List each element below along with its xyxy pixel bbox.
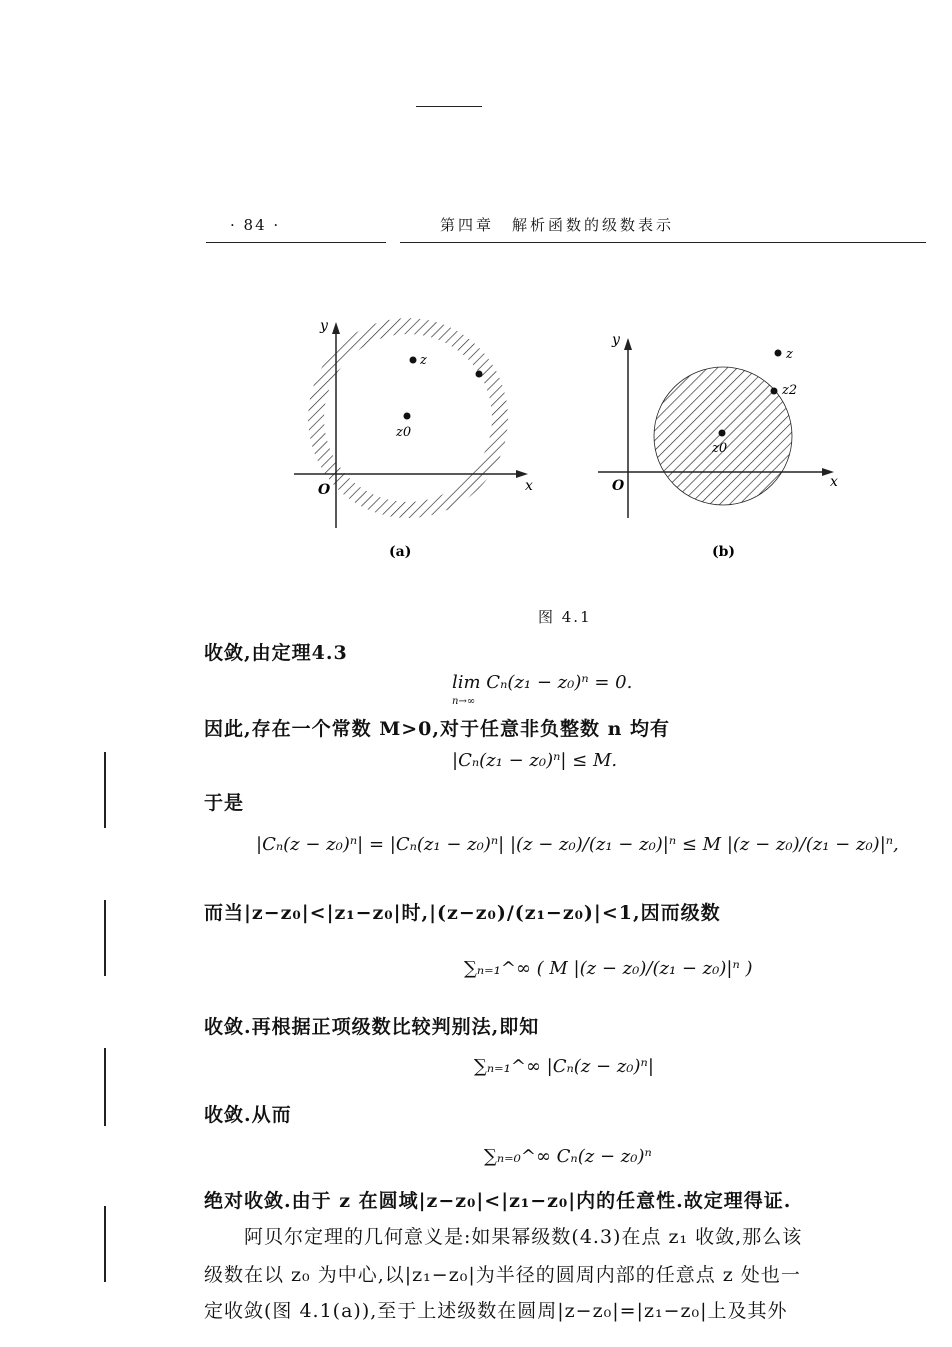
panel-a <box>294 318 533 560</box>
origin-label-a: O <box>318 482 331 498</box>
origin-label-b: O <box>612 478 625 494</box>
x-label-a: x <box>525 478 533 494</box>
panel-b <box>598 332 838 560</box>
equation-5: ∑ₙ₌₁^∞ |Cₙ(z − z₀)ⁿ| <box>474 1056 654 1077</box>
point-z-dot <box>410 357 417 364</box>
panel-a-label: (a) <box>389 544 412 560</box>
y-axis-b-arrow <box>624 338 632 350</box>
z2-label-b: z2 <box>782 383 798 398</box>
z-label-a: z <box>420 353 427 368</box>
equation-6: ∑ₙ₌₀^∞ Cₙ(z − z₀)ⁿ <box>484 1146 652 1167</box>
point-z2-dot <box>771 388 778 395</box>
paragraph-line-1: 阿贝尔定理的几何意义是:如果幂级数(4.3)在点 z₁ 收敛,那么该 <box>244 1226 803 1248</box>
point-z-dot-b <box>775 350 782 357</box>
point-z0-dot-b <box>719 430 726 437</box>
panel-b-label: (b) <box>712 544 736 560</box>
text-line-4: 而当|z−z₀|<|z₁−z₀|时,|(z−z₀)/(z₁−z₀)|<1,因而级数 <box>204 902 721 924</box>
y-label-a: y <box>320 318 328 334</box>
top-rule <box>416 106 482 107</box>
point-z0-dot <box>404 413 411 420</box>
equation-4: ∑ₙ₌₁^∞ ( M |(z − z₀)/(z₁ − z₀)|ⁿ ) <box>464 958 753 979</box>
header-rule-right <box>400 242 926 243</box>
header-rule-left <box>206 242 386 243</box>
text-line-1: 收敛,由定理4.3 <box>204 642 348 664</box>
text-line-6: 收敛.从而 <box>204 1104 292 1126</box>
x-axis-a-arrow <box>516 470 528 478</box>
page-number: · 84 · <box>230 216 281 234</box>
text-line-2: 因此,存在一个常数 M>0,对于任意非负整数 n 均有 <box>204 718 671 740</box>
equation-1: lim Cₙ(z₁ − z₀)ⁿ = 0. <box>452 672 633 693</box>
paragraph-line-2: 级数在以 z₀ 为中心,以|z₁−z₀|为半径的圆周内部的任意点 z 处也一 <box>204 1264 801 1286</box>
equation-2: |Cₙ(z₁ − z₀)ⁿ| ≤ M. <box>452 750 618 771</box>
z0-label-a: z0 <box>396 425 412 440</box>
y-axis-a-arrow <box>332 322 340 334</box>
chapter-title: 第四章 解析函数的级数表示 <box>440 216 675 234</box>
text-line-3: 于是 <box>204 792 245 814</box>
margin-bar-4 <box>104 1206 106 1282</box>
figure-caption: 图 4.1 <box>538 608 592 626</box>
margin-bar-3 <box>104 1048 106 1126</box>
figure-4-1 <box>280 300 860 580</box>
y-label-b: y <box>612 332 620 348</box>
margin-bar-1 <box>104 752 106 828</box>
equation-3: |Cₙ(z − z₀)ⁿ| = |Cₙ(z₁ − z₀)ⁿ| |(z − z₀)/(z₁ − z₀)|ⁿ ≤ M |(z − z₀)/(z₁ − z₀)|ⁿ, <box>256 834 899 855</box>
paragraph-line-3: 定收敛(图 4.1(a)),至于上述级数在圆周|z−z₀|=|z₁−z₀|上及其外 <box>204 1300 788 1322</box>
point-z1-dot <box>476 371 483 378</box>
z0-label-b: z0 <box>712 441 728 456</box>
x-label-b: x <box>830 474 838 490</box>
margin-bar-2 <box>104 900 106 976</box>
equation-1-subscript: n→∞ <box>452 696 476 707</box>
text-line-5: 收敛.再根据正项级数比较判别法,即知 <box>204 1016 540 1038</box>
z-label-b: z <box>786 347 793 362</box>
text-line-7: 绝对收敛.由于 z 在圆域|z−z₀|<|z₁−z₀|内的任意性.故定理得证. <box>204 1190 792 1212</box>
